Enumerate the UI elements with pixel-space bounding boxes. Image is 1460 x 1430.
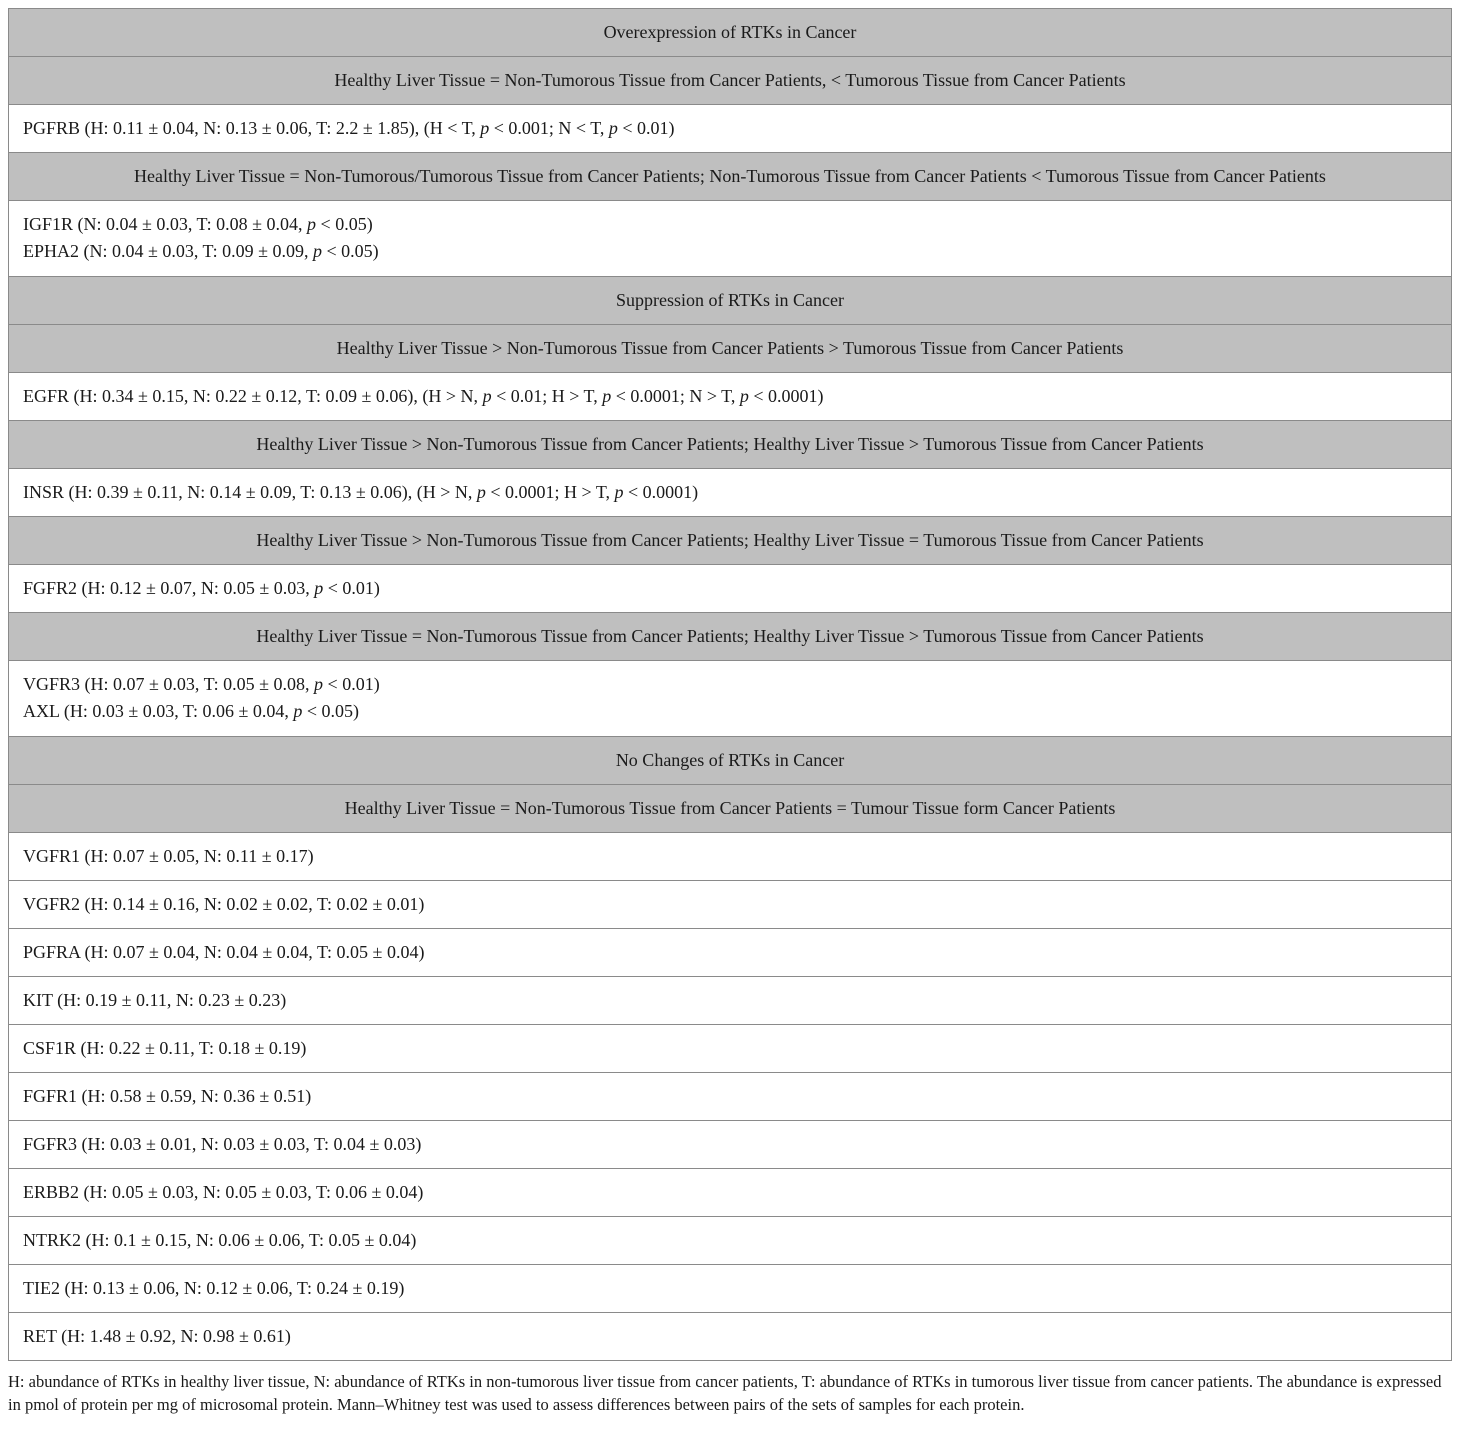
p-value-symbol: p — [476, 482, 486, 502]
cell-line — [23, 891, 1437, 918]
section-header-cell: No Changes of RTKs in Cancer — [9, 737, 1452, 785]
data-cell — [9, 469, 1452, 517]
table-row — [9, 373, 1452, 421]
section-header-cell: Healthy Liver Tissue = Non-Tumorous/Tumorous Tissue from Cancer Patients; Non-Tumorous Tissue from Cancer Patients < Tumorous Tissue from Cancer Patients — [9, 153, 1452, 201]
table-row — [9, 929, 1452, 977]
cell-line — [23, 211, 1437, 238]
cell-text: PGFRA (H: 0.07 ± 0.04, N: 0.04 ± 0.04, T: 0.05 ± 0.04) — [23, 942, 425, 962]
table-row — [9, 1073, 1452, 1121]
cell-text: FGFR2 (H: 0.12 ± 0.07, N: 0.05 ± 0.03, — [23, 578, 315, 598]
table-row — [9, 1169, 1452, 1217]
p-value-symbol: p — [293, 701, 303, 721]
cell-text: < 0.01; H > T, — [491, 386, 603, 406]
data-cell — [9, 1265, 1452, 1313]
cell-line — [23, 115, 1437, 142]
p-value-symbol: p — [739, 386, 749, 406]
table-row — [9, 201, 1452, 277]
p-value-symbol: p — [614, 482, 624, 502]
cell-text: AXL (H: 0.03 ± 0.03, T: 0.06 ± 0.04, — [23, 701, 294, 721]
table-row — [9, 1121, 1452, 1169]
cell-text: FGFR1 (H: 0.58 ± 0.59, N: 0.36 ± 0.51) — [23, 1086, 312, 1106]
table-row — [9, 1217, 1452, 1265]
cell-text: < 0.001; N < T, — [489, 118, 609, 138]
table-row — [9, 105, 1452, 153]
table-section-header-row — [9, 9, 1452, 57]
table-section-header-row — [9, 153, 1452, 201]
cell-text: CSF1R (H: 0.22 ± 0.11, T: 0.18 ± 0.19) — [23, 1038, 307, 1058]
cell-line — [23, 698, 1437, 725]
data-cell — [9, 1313, 1452, 1361]
table-section-header-row — [9, 325, 1452, 373]
p-value-symbol: p — [314, 578, 324, 598]
cell-text: < 0.0001; H > T, — [485, 482, 615, 502]
p-value-symbol: p — [608, 118, 618, 138]
table-section-header-row — [9, 785, 1452, 833]
cell-text: ERBB2 (H: 0.05 ± 0.03, N: 0.05 ± 0.03, T: 0.06 ± 0.04) — [23, 1182, 424, 1202]
cell-text: < 0.05) — [302, 701, 360, 721]
cell-text: < 0.01) — [323, 674, 380, 694]
cell-text: < 0.01) — [323, 578, 380, 598]
cell-line — [23, 1035, 1437, 1062]
section-header-cell: Healthy Liver Tissue > Non-Tumorous Tissue from Cancer Patients; Healthy Liver Tissue = Tumorous Tissue from Cancer Patients — [9, 517, 1452, 565]
cell-line — [23, 383, 1437, 410]
cell-line — [23, 1323, 1437, 1350]
cell-text: TIE2 (H: 0.13 ± 0.06, N: 0.12 ± 0.06, T: 0.24 ± 0.19) — [23, 1278, 405, 1298]
section-header-cell: Healthy Liver Tissue = Non-Tumorous Tissue from Cancer Patients; Healthy Liver Tissue > Tumorous Tissue from Cancer Patients — [9, 613, 1452, 661]
cell-text: FGFR3 (H: 0.03 ± 0.01, N: 0.03 ± 0.03, T: 0.04 ± 0.03) — [23, 1134, 422, 1154]
cell-line — [23, 1131, 1437, 1158]
table-row — [9, 1313, 1452, 1361]
cell-line — [23, 1227, 1437, 1254]
cell-text: < 0.05) — [316, 214, 373, 234]
cell-text: < 0.0001; N > T, — [611, 386, 740, 406]
cell-text: VGFR2 (H: 0.14 ± 0.16, N: 0.02 ± 0.02, T: 0.02 ± 0.01) — [23, 894, 425, 914]
cell-text: < 0.0001) — [748, 386, 824, 406]
data-cell — [9, 1169, 1452, 1217]
section-header-cell: Healthy Liver Tissue = Non-Tumorous Tissue from Cancer Patients, < Tumorous Tissue from Cancer Patients — [9, 57, 1452, 105]
section-header-cell: Healthy Liver Tissue > Non-Tumorous Tissue from Cancer Patients; Healthy Liver Tissue > Tumorous Tissue from Cancer Patients — [9, 421, 1452, 469]
p-value-symbol: p — [314, 674, 324, 694]
rtk-abundance-table — [8, 8, 1452, 1361]
data-cell — [9, 1121, 1452, 1169]
table-row — [9, 977, 1452, 1025]
p-value-symbol: p — [480, 118, 490, 138]
cell-line — [23, 1275, 1437, 1302]
section-header-cell: Suppression of RTKs in Cancer — [9, 277, 1452, 325]
cell-text: INSR (H: 0.39 ± 0.11, N: 0.14 ± 0.09, T: 0.13 ± 0.06), (H > N, — [23, 482, 477, 502]
table-row — [9, 1025, 1452, 1073]
cell-line — [23, 1083, 1437, 1110]
table-body — [9, 9, 1452, 1361]
cell-text: < 0.01) — [617, 118, 675, 138]
table-section-header-row — [9, 517, 1452, 565]
table-row — [9, 833, 1452, 881]
cell-line — [23, 987, 1437, 1014]
cell-text: < 0.05) — [322, 241, 379, 261]
table-row — [9, 469, 1452, 517]
data-cell — [9, 977, 1452, 1025]
cell-line — [23, 843, 1437, 870]
data-cell — [9, 373, 1452, 421]
p-value-symbol: p — [602, 386, 612, 406]
cell-line — [23, 575, 1437, 602]
table-section-header-row — [9, 613, 1452, 661]
cell-text: VGFR3 (H: 0.07 ± 0.03, T: 0.05 ± 0.08, — [23, 674, 315, 694]
cell-text: KIT (H: 0.19 ± 0.11, N: 0.23 ± 0.23) — [23, 990, 287, 1010]
data-cell — [9, 1217, 1452, 1265]
table-row — [9, 1265, 1452, 1313]
cell-text: VGFR1 (H: 0.07 ± 0.05, N: 0.11 ± 0.17) — [23, 846, 314, 866]
section-header-cell: Overexpression of RTKs in Cancer — [9, 9, 1452, 57]
cell-text: RET (H: 1.48 ± 0.92, N: 0.98 ± 0.61) — [23, 1326, 291, 1346]
data-cell — [9, 661, 1452, 737]
table-section-header-row — [9, 277, 1452, 325]
table-section-header-row — [9, 421, 1452, 469]
p-value-symbol: p — [313, 241, 323, 261]
p-value-symbol: p — [307, 214, 317, 234]
cell-text: IGF1R (N: 0.04 ± 0.03, T: 0.08 ± 0.04, — [23, 214, 308, 234]
cell-line — [23, 671, 1437, 698]
cell-text: NTRK2 (H: 0.1 ± 0.15, N: 0.06 ± 0.06, T: 0.05 ± 0.04) — [23, 1230, 417, 1250]
rtk-table-document — [8, 8, 1452, 1416]
cell-line — [23, 238, 1437, 265]
data-cell — [9, 929, 1452, 977]
table-section-header-row — [9, 737, 1452, 785]
data-cell — [9, 881, 1452, 929]
table-row — [9, 661, 1452, 737]
table-footnote: H: abundance of RTKs in healthy liver tissue, N: abundance of RTKs in non-tumorous liver tissue from cancer patients, T: abundance of RTKs in tumorous liver tissue from cancer patients. The abundance is expressed in pmol of protein per mg of microsomal protein. Mann–Whitney test was used to assess differences between pairs of the sets of samples for each protein. — [8, 1372, 1442, 1414]
data-cell — [9, 833, 1452, 881]
table-row — [9, 565, 1452, 613]
table-row — [9, 881, 1452, 929]
data-cell — [9, 105, 1452, 153]
cell-text: PGFRB (H: 0.11 ± 0.04, N: 0.13 ± 0.06, T: 2.2 ± 1.85), (H < T, — [23, 118, 481, 138]
cell-line — [23, 479, 1437, 506]
cell-line — [23, 1179, 1437, 1206]
data-cell — [9, 565, 1452, 613]
cell-text: EGFR (H: 0.34 ± 0.15, N: 0.22 ± 0.12, T: 0.09 ± 0.06), (H > N, — [23, 386, 483, 406]
p-value-symbol: p — [482, 386, 492, 406]
cell-text: EPHA2 (N: 0.04 ± 0.03, T: 0.09 ± 0.09, — [23, 241, 314, 261]
cell-text: < 0.0001) — [623, 482, 699, 502]
data-cell — [9, 1073, 1452, 1121]
data-cell — [9, 1025, 1452, 1073]
cell-line — [23, 939, 1437, 966]
section-header-cell: Healthy Liver Tissue > Non-Tumorous Tissue from Cancer Patients > Tumorous Tissue from Cancer Patients — [9, 325, 1452, 373]
table-section-header-row — [9, 57, 1452, 105]
data-cell — [9, 201, 1452, 277]
section-header-cell: Healthy Liver Tissue = Non-Tumorous Tissue from Cancer Patients = Tumour Tissue form Cancer Patients — [9, 785, 1452, 833]
